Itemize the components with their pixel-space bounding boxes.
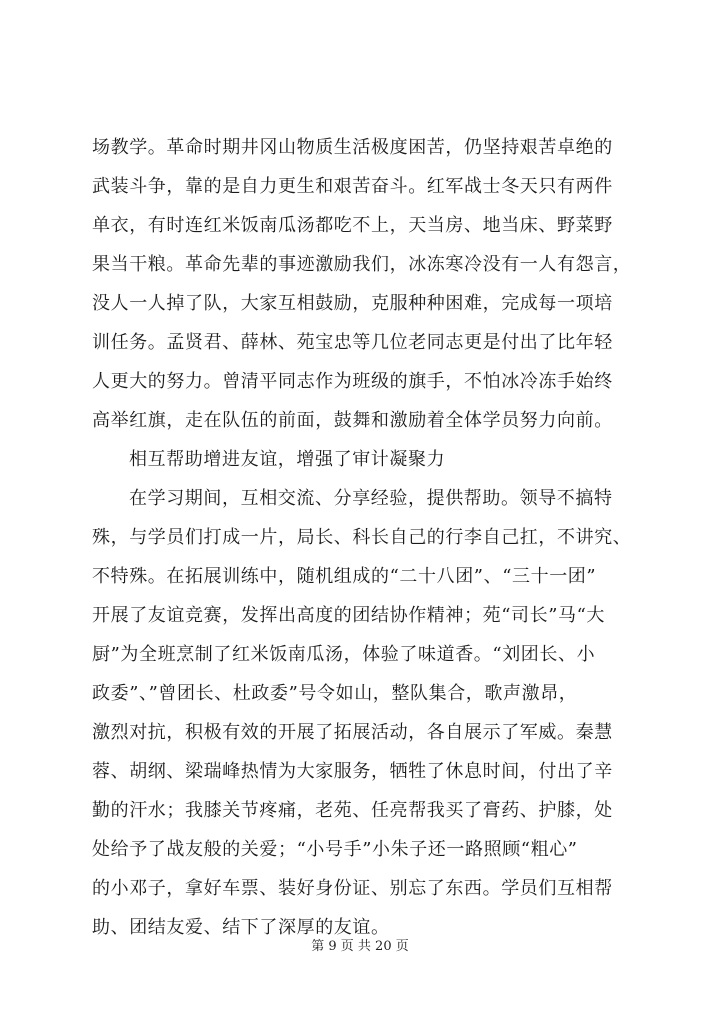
paragraph-line: 政委”、”曾团长、杜政委”号令如山，整队集合，歌声激昂， [92, 683, 578, 704]
body-line: 人更大的努力。曾清平同志作为班级的旗手，不怕冰冷冻手始终 [92, 371, 613, 392]
body-line: 没人一人掉了队，大家互相鼓励，克服种种困难，完成每一项培 [92, 293, 613, 314]
paragraph-line: 开展了友谊竞赛，发挥出高度的团结协作精神；苑“司长”马“大 [92, 605, 606, 626]
paragraph-line: 蓉、胡纲、梁瑞峰热情为大家服务，牺牲了休息时间，付出了辛 [92, 761, 613, 782]
body-line: 训任务。孟贤君、薛林、苑宝忠等几位老同志更是付出了比年轻 [92, 332, 613, 353]
body-line: 场教学。革命时期井冈山物质生活极度困苦，仍坚持艰苦卓绝的 [92, 137, 613, 158]
paragraph-line: 不特殊。在拓展训练中，随机组成的“二十八团”、“三十一团” [92, 566, 597, 587]
paragraph-line: 的小邓子，拿好车票、装好身份证、别忘了东西。学员们互相帮 [92, 878, 613, 899]
paragraph-line: 在学习期间，互相交流、分享经验，提供帮助。领导不搞特 [129, 488, 613, 509]
section-heading: 相互帮助增进友谊，增强了审计凝聚力 [129, 449, 446, 470]
paragraph-line: 勤的汗水；我膝关节疼痛，老苑、任亮帮我买了膏药、护膝，处 [92, 800, 613, 821]
paragraph-line: 厨”为全班烹制了红米饭南瓜汤，体验了味道香。“刘团长、小 [92, 644, 596, 665]
body-line: 果当干粮。革命先辈的事迹激励我们，冰冻寒冷没有一人有怨言， [92, 254, 632, 275]
paragraph-line: 殊，与学员们打成一片，局长、科长自己的行李自己扛，不讲究、 [92, 527, 632, 548]
paragraph-line: 助、团结友爱、结下了深厚的友谊。 [92, 917, 390, 938]
paragraph-line: 处给予了战友般的关爱；“小号手”小朱子还一路照顾“粗心” [92, 839, 578, 860]
page-number-footer: 第 9 页 共 20 页 [311, 939, 409, 954]
body-line: 单衣，有时连红米饭南瓜汤都吃不上，天当房、地当床、野菜野 [92, 215, 613, 236]
paragraph-line: 激烈对抗，积极有效的开展了拓展活动，各自展示了军威。秦慧 [92, 722, 613, 743]
body-line: 高举红旗，走在队伍的前面，鼓舞和激励着全体学员努力向前。 [92, 410, 613, 431]
body-line: 武装斗争，靠的是自力更生和艰苦奋斗。红军战士冬天只有两件 [92, 176, 613, 197]
